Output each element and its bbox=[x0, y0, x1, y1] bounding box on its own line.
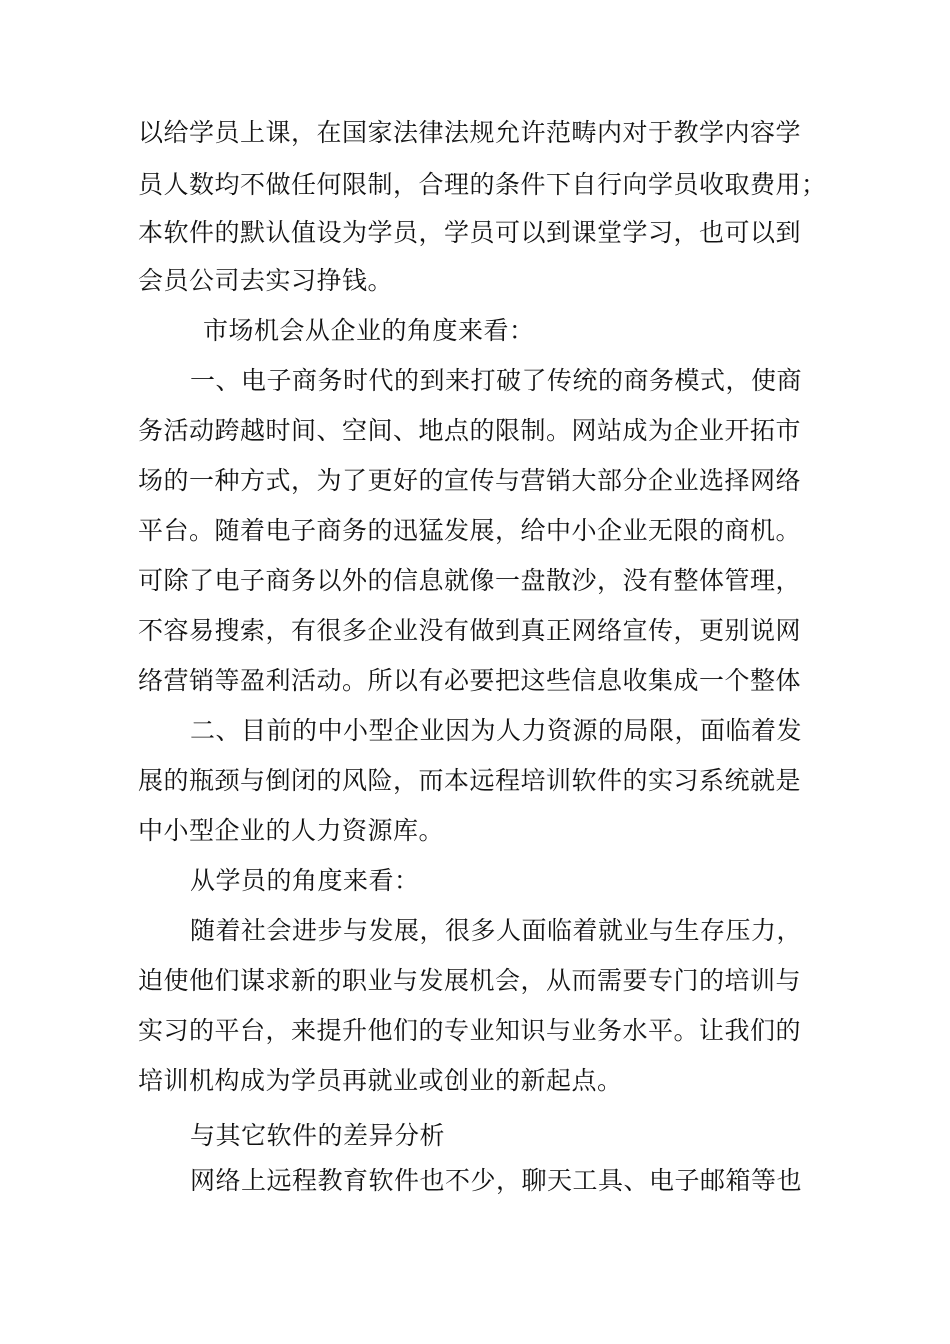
text-line: 从学员的角度来看： bbox=[190, 866, 420, 895]
text-line: 实习的平台，来提升他们的专业知识与业务水平。让我们的 bbox=[138, 1016, 802, 1045]
text-line: 一、电子商务时代的到来打破了传统的商务模式，使商 bbox=[190, 366, 803, 395]
text-line: 络营销等盈利活动。所以有必要把这些信息收集成一个整体 bbox=[138, 666, 802, 695]
text-line: 会员公司去实习挣钱。 bbox=[138, 266, 394, 295]
text-line: 平台。随着电子商务的迅猛发展，给中小企业无限的商机。 bbox=[138, 516, 802, 545]
text-line: 与其它软件的差异分析 bbox=[190, 1121, 446, 1150]
text-line: 二、目前的中小型企业因为人力资源的局限，面临着发 bbox=[190, 716, 803, 745]
text-line: 中小型企业的人力资源库。 bbox=[138, 816, 445, 845]
text-line: 场的一种方式，为了更好的宣传与营销大部分企业选择网络 bbox=[138, 466, 802, 495]
text-line: 务活动跨越时间、空间、地点的限制。网站成为企业开拓市 bbox=[138, 416, 802, 445]
text-line: 随着社会进步与发展，很多人面临着就业与生存压力， bbox=[190, 916, 803, 945]
text-line: 不容易搜索，有很多企业没有做到真正网络宣传，更别说网 bbox=[138, 616, 802, 645]
text-line: 网络上远程教育软件也不少，聊天工具、电子邮箱等也 bbox=[190, 1166, 803, 1195]
text-line: 培训机构成为学员再就业或创业的新起点。 bbox=[138, 1066, 623, 1095]
text-line: 迫使他们谋求新的职业与发展机会，从而需要专门的培训与 bbox=[138, 966, 802, 995]
text-line: 可除了电子商务以外的信息就像一盘散沙，没有整体管理， bbox=[138, 566, 802, 595]
text-line: 员人数均不做任何限制，合理的条件下自行向学员收取费用； bbox=[138, 170, 827, 199]
text-line: 市场机会从企业的角度来看： bbox=[203, 316, 535, 345]
text-line: 以给学员上课，在国家法律法规允许范畴内对于教学内容学 bbox=[138, 118, 802, 147]
text-line: 本软件的默认值设为学员，学员可以到课堂学习，也可以到 bbox=[138, 218, 802, 247]
text-line: 展的瓶颈与倒闭的风险，而本远程培训软件的实习系统就是 bbox=[138, 766, 802, 795]
